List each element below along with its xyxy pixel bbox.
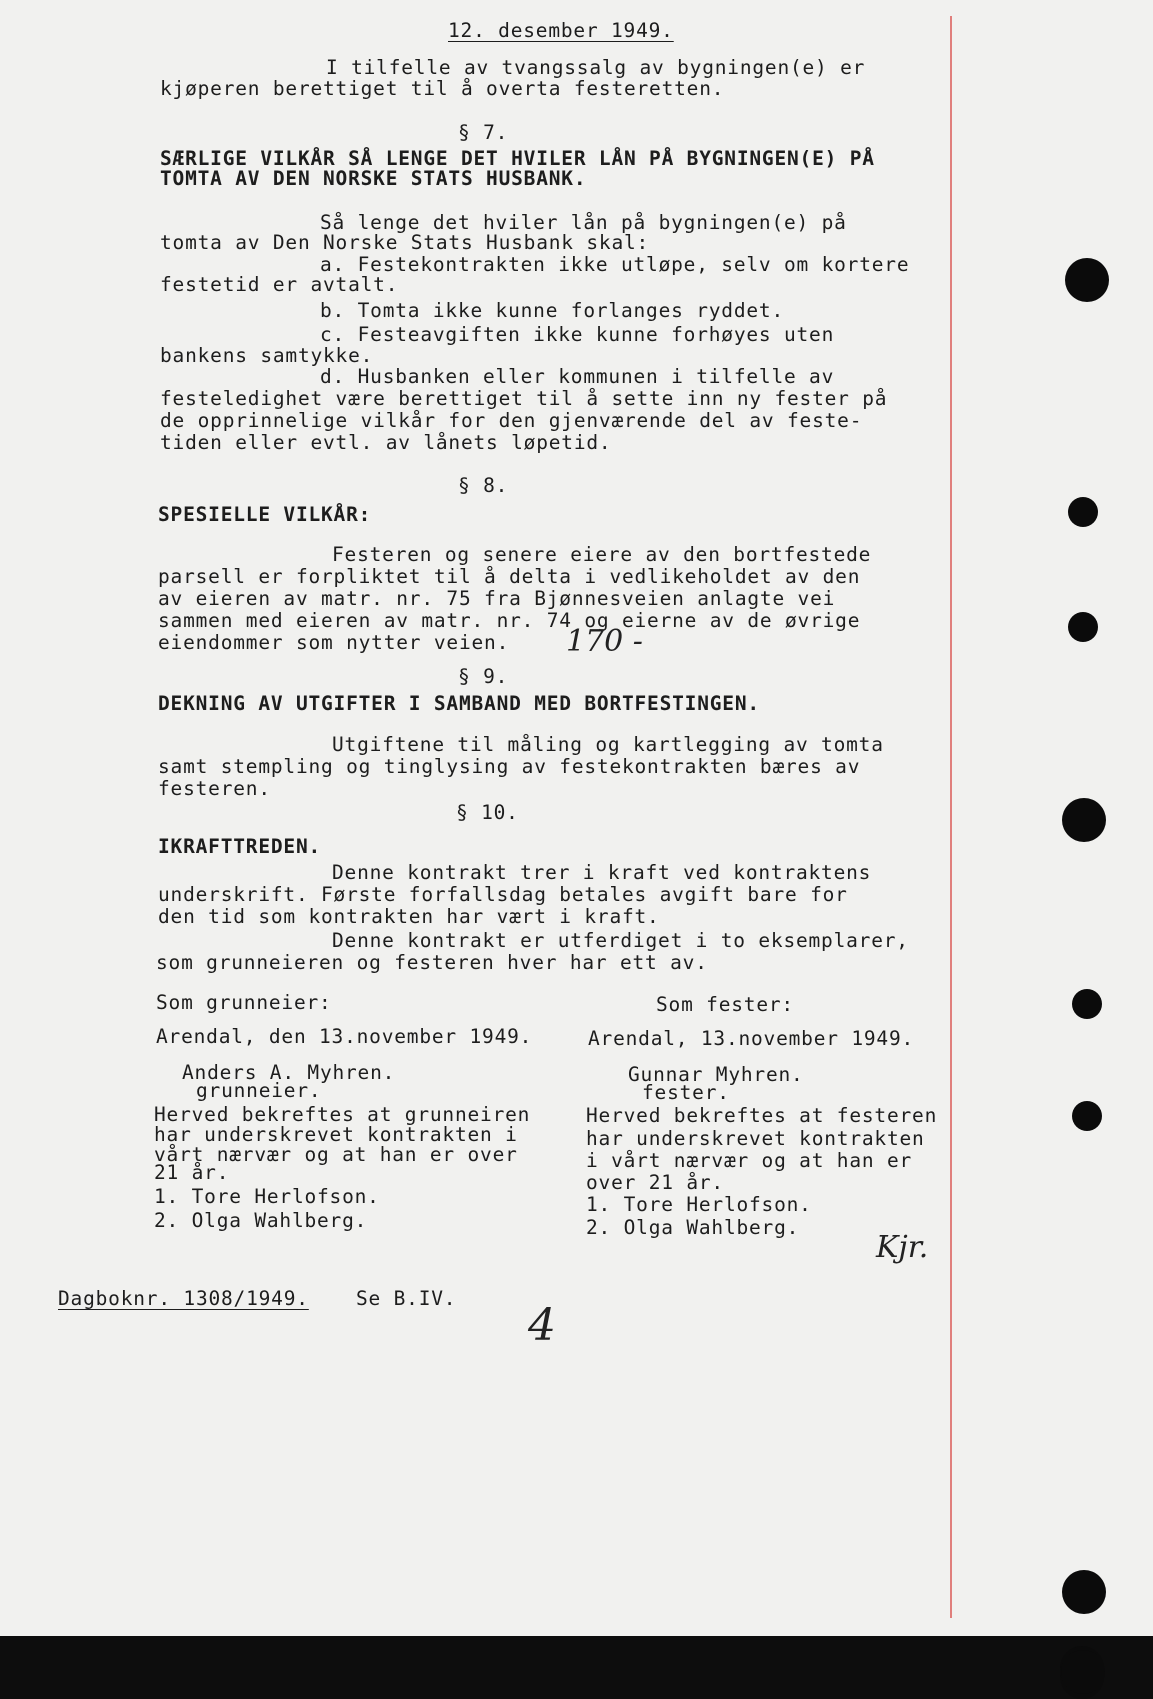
section-line: Festeren og senere eiere av den bortfestede bbox=[332, 543, 872, 566]
section-title: TOMTA AV DEN NORSKE STATS HUSBANK. bbox=[160, 167, 587, 190]
section-line: eiendommer som nytter veien. bbox=[158, 631, 510, 654]
section-line: underskrift. Første forfallsdag betales avgift bare for bbox=[158, 883, 848, 906]
section-title: DEKNING AV UTGIFTER I SAMBAND MED BORTFESTINGEN. bbox=[158, 692, 760, 715]
witness-name: 2. Olga Wahlberg. bbox=[586, 1216, 800, 1239]
witness-name: 1. Tore Herlofson. bbox=[154, 1185, 380, 1208]
section-line: Utgiftene til måling og kartlegging av tomta bbox=[332, 733, 884, 756]
witness-text-line: over 21 år. bbox=[586, 1171, 724, 1194]
section-title: SPESIELLE VILKÅR: bbox=[158, 503, 372, 526]
fester-name: Gunnar Myhren. bbox=[628, 1063, 804, 1086]
red-margin-line bbox=[950, 16, 952, 1618]
journal-number: Dagboknr. 1308/1949. bbox=[58, 1287, 309, 1310]
section-line: Denne kontrakt trer i kraft ved kontraktens bbox=[332, 861, 872, 884]
section-number: § 9. bbox=[458, 665, 509, 688]
witness-text-line: har underskrevet kontrakten i bbox=[154, 1123, 518, 1146]
section-title: IKRAFTTREDEN. bbox=[158, 835, 322, 858]
section-line: festetid er avtalt. bbox=[160, 273, 399, 296]
witness-text-line: 21 år. bbox=[154, 1161, 230, 1184]
section-line: bankens samtykke. bbox=[160, 344, 374, 367]
section-line: de opprinnelige vilkår for den gjenværende del av feste- bbox=[160, 409, 863, 432]
section-line: d. Husbanken eller kommunen i tilfelle av bbox=[320, 365, 835, 388]
section-line: festeledighet være berettiget til å sette inn ny fester på bbox=[160, 387, 888, 410]
section-line: b. Tomta ikke kunne forlanges ryddet. bbox=[320, 299, 784, 322]
section-line: samt stempling og tinglysing av festekontrakten bæres av bbox=[158, 755, 861, 778]
section-line: a. Festekontrakten ikke utløpe, selv om kortere bbox=[320, 253, 910, 276]
grunneier-name: Anders A. Myhren. bbox=[182, 1061, 396, 1084]
binder-hole-bottom-visible bbox=[1062, 1570, 1106, 1614]
witness-text-line: vårt nærvær og at han er over bbox=[154, 1143, 518, 1166]
section-line: festeren. bbox=[158, 777, 271, 800]
section-number: § 7. bbox=[458, 121, 509, 144]
intro-line: kjøperen berettiget til å overta festeretten. bbox=[160, 77, 725, 100]
binder-hole bbox=[1065, 258, 1109, 302]
section-number: § 10. bbox=[456, 801, 519, 824]
page-date: 12. desember 1949. bbox=[448, 19, 674, 42]
witness-text-line: i vårt nærvær og at han er bbox=[586, 1149, 913, 1172]
binder-hole bbox=[1068, 612, 1098, 642]
section-line: den tid som kontrakten har vært i kraft. bbox=[158, 905, 660, 928]
section-line: tomta av Den Norske Stats Husbank skal: bbox=[160, 231, 650, 254]
section-number: § 8. bbox=[458, 474, 509, 497]
intro-line: I tilfelle av tvangssalg av bygningen(e) er bbox=[326, 56, 866, 79]
grunneier-place-date: Arendal, den 13.november 1949. bbox=[156, 1025, 533, 1048]
section-line: av eieren av matr. nr. 75 fra Bjønnesveien anlagte vei bbox=[158, 587, 836, 610]
section-line: c. Festeavgiften ikke kunne forhøyes uten bbox=[320, 323, 835, 346]
fester-place-date: Arendal, 13.november 1949. bbox=[588, 1027, 915, 1050]
binder-hole bbox=[1072, 1101, 1102, 1131]
witness-text-line: Herved bekreftes at festeren bbox=[586, 1104, 938, 1127]
grunneier-title: grunneier. bbox=[196, 1079, 322, 1102]
section-line: Så lenge det hviler lån på bygningen(e) på bbox=[320, 211, 847, 234]
handwritten-mark: 4 bbox=[528, 1300, 556, 1351]
section-line: parsell er forpliktet til å delta i vedlikeholdet av den bbox=[158, 565, 861, 588]
grunneier-role: Som grunneier: bbox=[156, 991, 332, 1014]
section-line: Denne kontrakt er utferdiget i to eksemplarer, bbox=[332, 929, 909, 952]
handwritten-initials: Kjr. bbox=[876, 1230, 929, 1265]
binder-hole bbox=[1062, 798, 1106, 842]
fester-role: Som fester: bbox=[656, 993, 794, 1016]
section-line: tiden eller evtl. av lånets løpetid. bbox=[160, 431, 612, 454]
binder-hole bbox=[1068, 497, 1098, 527]
binder-hole bbox=[1072, 989, 1102, 1019]
witness-text-line: har underskrevet kontrakten bbox=[586, 1127, 925, 1150]
section-title: SÆRLIGE VILKÅR SÅ LENGE DET HVILER LÅN PÅ BYGNINGEN(E) PÅ bbox=[160, 147, 875, 170]
binder-hole bbox=[1061, 1650, 1105, 1694]
witness-name: 2. Olga Wahlberg. bbox=[154, 1209, 368, 1232]
handwritten-note: 170 - bbox=[566, 624, 643, 659]
section-line: som grunneieren og festeren hver har ett av. bbox=[156, 951, 708, 974]
journal-reference: Se B.IV. bbox=[356, 1287, 457, 1310]
witness-name: 1. Tore Herlofson. bbox=[586, 1193, 812, 1216]
fester-title: fester. bbox=[642, 1081, 730, 1104]
section-line: sammen med eieren av matr. nr. 74 og eierne av de øvrige bbox=[158, 609, 861, 632]
witness-text-line: Herved bekreftes at grunneiren bbox=[154, 1103, 531, 1126]
